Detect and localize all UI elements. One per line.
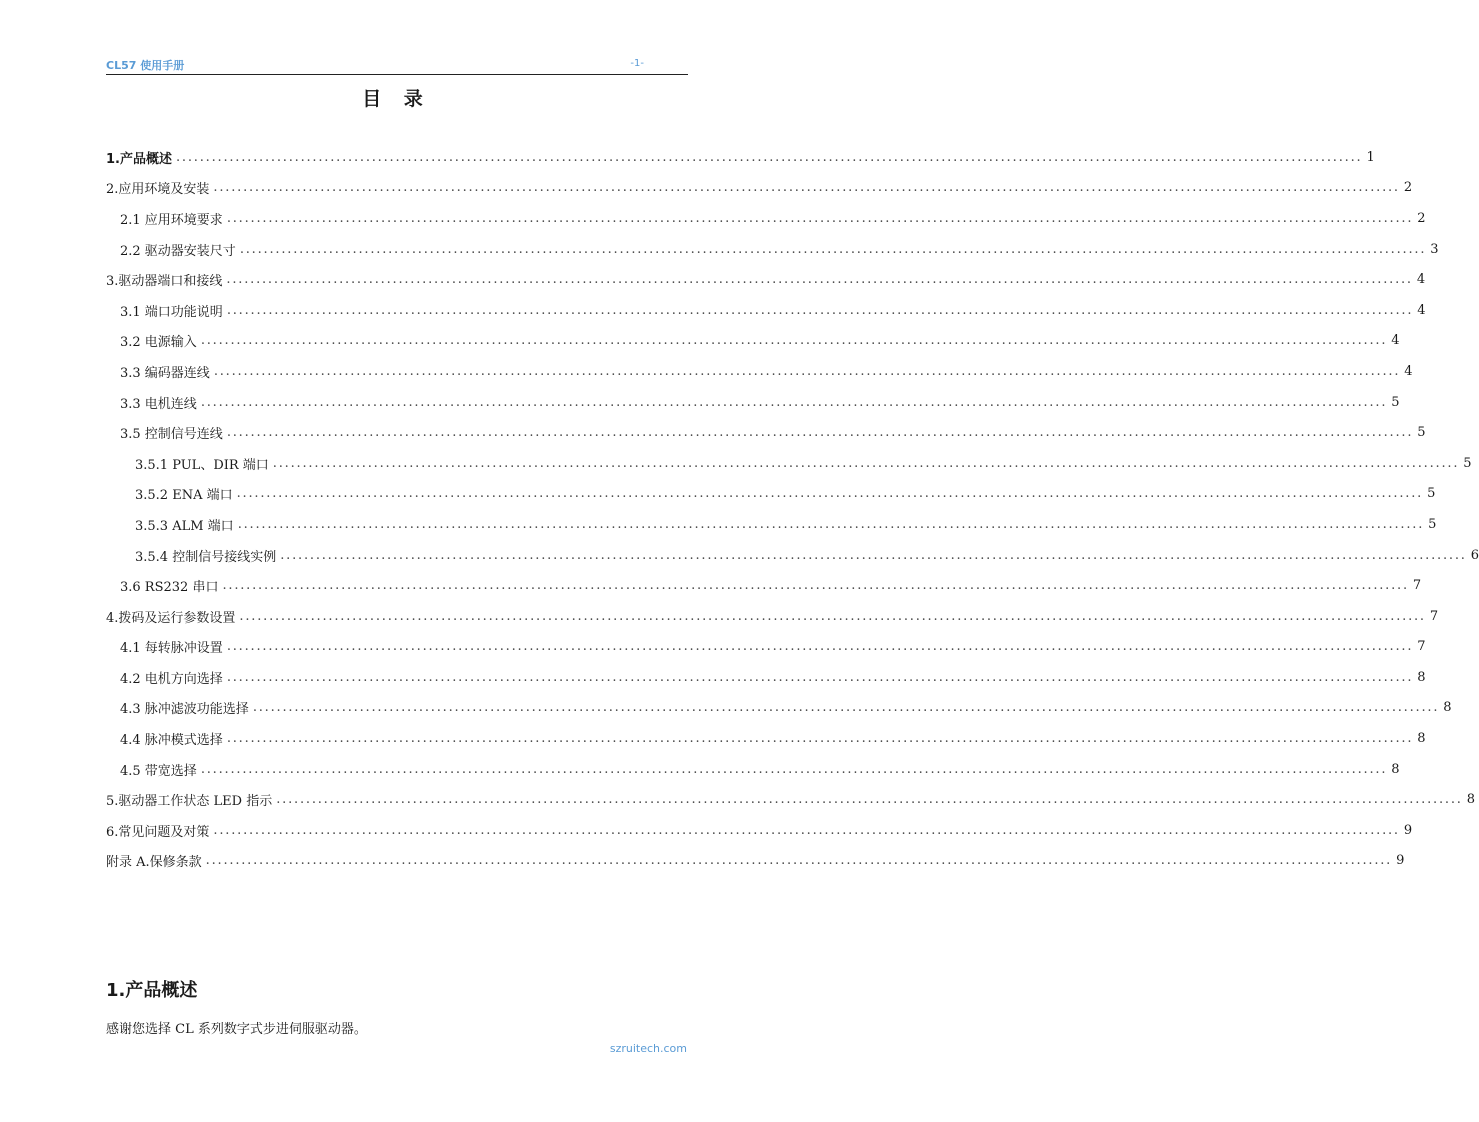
toc-entry-page: 4 (1416, 272, 1426, 288)
toc-dot-leader: ........................................................................................................................................................................................................ (239, 241, 1427, 257)
toc-entry-label: 4.2 电机方向选择 (120, 671, 223, 687)
toc-dot-leader: ........................................................................................................................................................................................................ (226, 669, 1414, 685)
toc-entry-label: 2.1 应用环境要求 (120, 212, 223, 228)
toc-entry-label: 3.5.1 PUL、DIR 端口 (135, 457, 269, 473)
header-page-number: -1- (630, 58, 644, 69)
toc-entry[interactable] (106, 417, 1426, 448)
toc-entry[interactable] (106, 662, 1426, 693)
toc-dot-leader: ........................................................................................................................................................................................................ (236, 486, 1424, 502)
toc-entry-page: 4 (1417, 302, 1426, 318)
toc-entry-label: 3.3 电机连线 (120, 396, 197, 412)
toc-entry-label: 3.5.3 ALM 端口 (135, 518, 234, 534)
toc-entry-label: 3.驱动器端口和接线 (106, 274, 223, 290)
toc-entry-label: 2.应用环境及安装 (106, 182, 210, 198)
toc-entry-page: 4 (1404, 363, 1413, 379)
toc-entry-page: 8 (1466, 792, 1475, 808)
toc-entry-page: 4 (1391, 333, 1400, 349)
toc-entry[interactable] (106, 754, 1400, 785)
toc-entry-label: 4.3 脉冲滤波功能选择 (120, 702, 249, 718)
toc-entry-label: 4.5 带宽选择 (120, 763, 197, 779)
toc-entry-page: 5 (1417, 425, 1426, 441)
toc-entry-page: 5 (1391, 394, 1400, 410)
toc-entry[interactable] (106, 387, 1400, 418)
toc-entry[interactable] (106, 846, 1405, 877)
section-heading: 1.产品概述 (106, 980, 198, 1001)
toc-entry-page: 8 (1443, 700, 1452, 716)
toc-entry-page: 5 (1428, 516, 1437, 532)
toc-dot-leader: ........................................................................................................................................................................................................ (200, 333, 1388, 349)
toc-dot-leader: ........................................................................................................................................................................................................ (213, 180, 1400, 196)
footer-url[interactable]: szruitech.com (609, 1042, 687, 1055)
toc-entry[interactable] (106, 203, 1426, 234)
table-of-contents (106, 142, 1479, 876)
toc-entry-label: 4.4 脉冲模式选择 (120, 733, 223, 749)
toc-entry[interactable] (106, 326, 1400, 357)
toc-entry-page: 7 (1429, 608, 1439, 624)
toc-dot-leader: ........................................................................................................................................................................................................ (226, 639, 1414, 655)
toc-entry-page: 7 (1417, 639, 1426, 655)
toc-entry-page: 6 (1470, 547, 1479, 563)
toc-dot-leader: ........................................................................................................................................................................................................ (226, 425, 1414, 441)
toc-entry-label: 附录 A.保修条款 (106, 855, 202, 871)
toc-entry[interactable] (106, 815, 1413, 846)
toc-dot-leader: ........................................................................................................................................................................................................ (226, 302, 1414, 318)
toc-entry-page: 1 (1366, 149, 1375, 165)
toc-entry-label: 2.2 驱动器安装尺寸 (120, 243, 236, 259)
toc-dot-leader: ........................................................................................................................................................................................................ (226, 272, 1413, 288)
toc-entry-label: 5.驱动器工作状态 LED 指示 (106, 794, 273, 810)
toc-dot-leader: ........................................................................................................................................................................................................ (222, 578, 1409, 594)
toc-dot-leader: ........................................................................................................................................................................................................ (276, 792, 1463, 808)
toc-entry[interactable] (106, 632, 1426, 663)
toc-dot-leader: ........................................................................................................................................................................................................ (213, 822, 1400, 838)
toc-dot-leader: ........................................................................................................................................................................................................ (200, 761, 1388, 777)
toc-dot-leader: ........................................................................................................................................................................................................ (280, 547, 1467, 563)
toc-entry[interactable] (106, 509, 1437, 540)
toc-entry-page: 7 (1412, 578, 1422, 594)
toc-entry[interactable] (106, 601, 1439, 632)
toc-entry[interactable] (106, 264, 1426, 295)
toc-entry[interactable] (106, 570, 1422, 601)
toc-entry[interactable] (106, 479, 1436, 510)
toc-entry-label: 3.2 电源输入 (120, 335, 197, 351)
toc-entry-label: 3.5.2 ENA 端口 (135, 488, 233, 504)
page-header (106, 56, 688, 75)
header-title: CL57 使用手册 (106, 59, 185, 72)
toc-entry-label: 4.拨码及运行参数设置 (106, 610, 236, 626)
section-body-text: 感谢您选择 CL 系列数字式步进伺服驱动器。 (106, 1022, 367, 1037)
toc-entry[interactable] (106, 693, 1452, 724)
toc-entry-page: 5 (1463, 455, 1472, 471)
toc-entry-label: 3.6 RS232 串口 (120, 580, 219, 596)
toc-dot-leader: ........................................................................................................................................................................................................ (272, 455, 1460, 471)
toc-entry[interactable] (106, 723, 1426, 754)
toc-dot-leader: ........................................................................................................................................................................................................ (237, 516, 1425, 532)
toc-entry-label: 4.1 每转脉冲设置 (120, 641, 223, 657)
toc-dot-leader: ........................................................................................................................................................................................................ (175, 149, 1363, 165)
toc-entry[interactable] (106, 784, 1475, 815)
toc-entry[interactable] (106, 448, 1472, 479)
toc-entry[interactable] (106, 540, 1479, 571)
toc-entry[interactable] (106, 356, 1413, 387)
toc-entry-page: 5 (1427, 486, 1436, 502)
toc-entry[interactable] (106, 295, 1426, 326)
toc-entry-label: 3.1 端口功能说明 (120, 304, 223, 320)
toc-entry-label: 3.3 编码器连线 (120, 365, 210, 381)
toc-entry[interactable] (106, 234, 1439, 265)
toc-entry-page: 9 (1403, 822, 1413, 838)
toc-entry-page: 8 (1391, 761, 1400, 777)
toc-dot-leader: ........................................................................................................................................................................................................ (205, 853, 1393, 869)
toc-dot-leader: ........................................................................................................................................................................................................ (226, 210, 1414, 226)
toc-entry-page: 8 (1417, 731, 1426, 747)
toc-entry-page: 9 (1396, 853, 1405, 869)
toc-entry[interactable] (106, 173, 1413, 204)
toc-entry-page: 2 (1417, 210, 1426, 226)
toc-dot-leader: ........................................................................................................................................................................................................ (239, 608, 1426, 624)
toc-entry-label: 6.常见问题及对策 (106, 824, 210, 840)
toc-entry-label: 3.5 控制信号连线 (120, 427, 223, 443)
toc-entry-label: 1.产品概述 (106, 151, 172, 167)
toc-dot-leader: ........................................................................................................................................................................................................ (213, 363, 1401, 379)
toc-entry-page: 8 (1417, 669, 1426, 685)
toc-entry-page: 2 (1403, 180, 1413, 196)
toc-entry-page: 3 (1430, 241, 1439, 257)
toc-dot-leader: ........................................................................................................................................................................................................ (252, 700, 1440, 716)
toc-entry[interactable] (106, 142, 1375, 173)
toc-dot-leader: ........................................................................................................................................................................................................ (200, 394, 1388, 410)
toc-entry-label: 3.5.4 控制信号接线实例 (135, 549, 277, 565)
toc-dot-leader: ........................................................................................................................................................................................................ (226, 731, 1414, 747)
toc-title: 目 录 (362, 88, 431, 110)
